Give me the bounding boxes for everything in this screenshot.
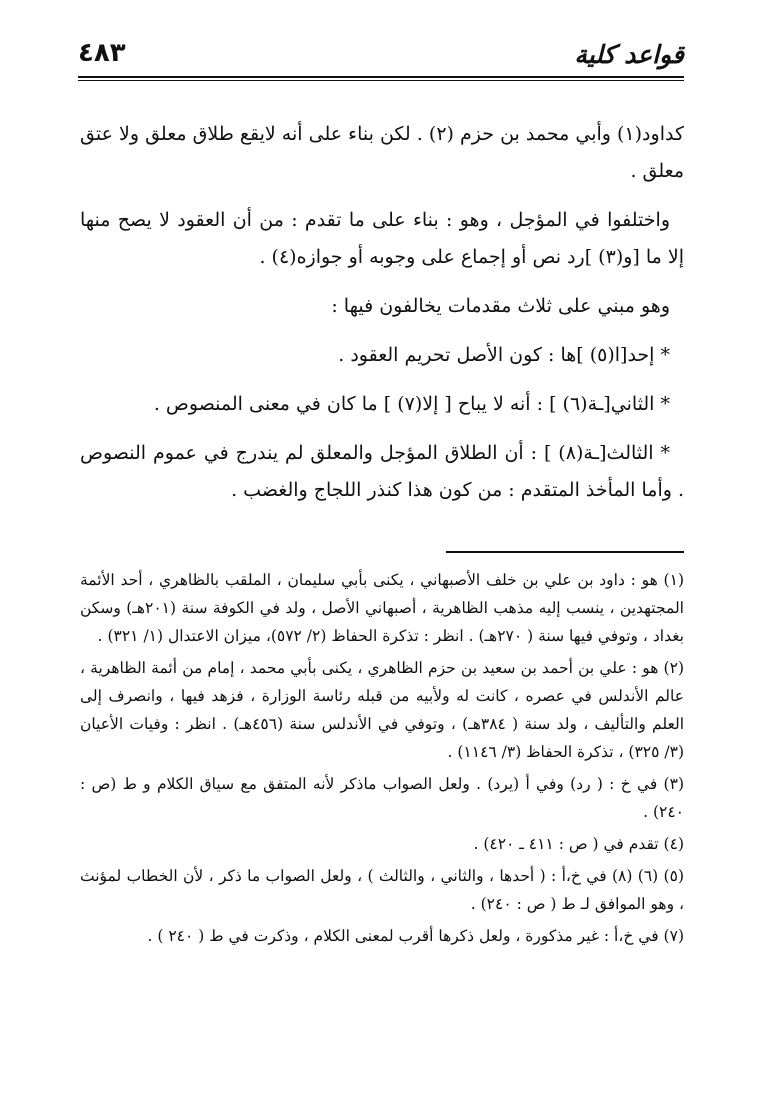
page-header bbox=[78, 36, 684, 76]
header-rule bbox=[78, 76, 684, 78]
footnote: (٥) (٦) (٨) في خ،أ : ( أحدها ، والثاني ، والثالث ) ، ولعل الصواب ما ذكر ، لأن الخطاب لمؤنث ، وهو الموافق لـ ط ( ص : ٢٤٠) . bbox=[80, 867, 684, 913]
footnote: (٧) في خ،أ : غير مذكورة ، ولعل ذكرها أقرب لمعنى الكلام ، وذكرت في ط ( ٢٤٠ ) . bbox=[147, 927, 684, 945]
running-title: قواعد كلية bbox=[574, 40, 684, 69]
footnotes bbox=[80, 566, 684, 954]
body-paragraph: كداود(١) وأبي محمد بن حزم (٢) . لكن بناء على أنه لايقع طلاق معلق ولا عتق معلق . bbox=[80, 123, 684, 182]
body-paragraph: * إحد[ا(٥) ]ها : كون الأصل تحريم العقود . bbox=[338, 344, 670, 366]
main-text bbox=[80, 116, 684, 521]
header-rule-thin bbox=[78, 80, 684, 81]
footnote: (١) هو : داود بن علي بن خلف الأصبهاني ، يكنى بأبي سليمان ، الملقب بالظاهري ، أحد الأئمة المجتهدين ، ينسب إليه مذهب الظاهرية ، أصبهاني الأصل ، ولد في الكوفة سنة (٢٠١هـ) وسكن بغداد ، وتوفي فيها سنة ( ٢٧٠هـ) . انظر : تذكرة الحفاظ (٢/ ٥٧٢)، ميزان الاعتدال (١/ ٣٢١) . bbox=[80, 571, 684, 645]
footnote-separator bbox=[446, 551, 684, 553]
body-paragraph: واختلفوا في المؤجل ، وهو : بناء على ما تقدم : من أن العقود لا يصح منها إلا ما [و(٣) ]رد نص أو إجماع على وجوبه أو جوازه(٤) . bbox=[80, 209, 684, 268]
page-number: ٤٨٣ bbox=[78, 38, 126, 68]
footnote: (٣) في خ : ( رد) وفي أ (يرد) . ولعل الصواب ماذكر لأنه المتفق مع سياق الكلام و ط (ص : ٢٤٠) . bbox=[80, 775, 684, 821]
body-paragraph: وهو مبني على ثلاث مقدمات يخالفون فيها : bbox=[331, 295, 670, 317]
footnote: (٢) هو : علي بن أحمد بن سعيد بن حزم الظاهري ، يكنى بأبي محمد ، إمام من أئمة الظاهرية ، عالم الأندلس في عصره ، كانت له ولأبيه من قبله رئاسة الوزارة ، فزهد فيها ، وانصرف إلى العلم والتأليف ، ولد سنة ( ٣٨٤هـ) ، وتوفي في الأندلس سنة (٤٥٦هـ) . انظر : وفيات الأعيان (٣/ ٣٢٥) ، تذكرة الحفاظ (٣/ ١١٤٦) . bbox=[80, 659, 684, 761]
body-paragraph: * الثاني[ـة(٦) ] : أنه لا يباح [ إلا(٧) ] ما كان في معنى المنصوص . bbox=[153, 393, 670, 415]
body-paragraph: * الثالث[ـة(٨) ] : أن الطلاق المؤجل والمعلق لم يندرج في عموم النصوص . وأما المأخذ المتقدم : من كون هذا كنذر اللجاج والغضب . bbox=[80, 442, 684, 501]
footnote: (٤) تقدم في ( ص : ٤١١ ـ ٤٢٠) . bbox=[473, 835, 684, 853]
